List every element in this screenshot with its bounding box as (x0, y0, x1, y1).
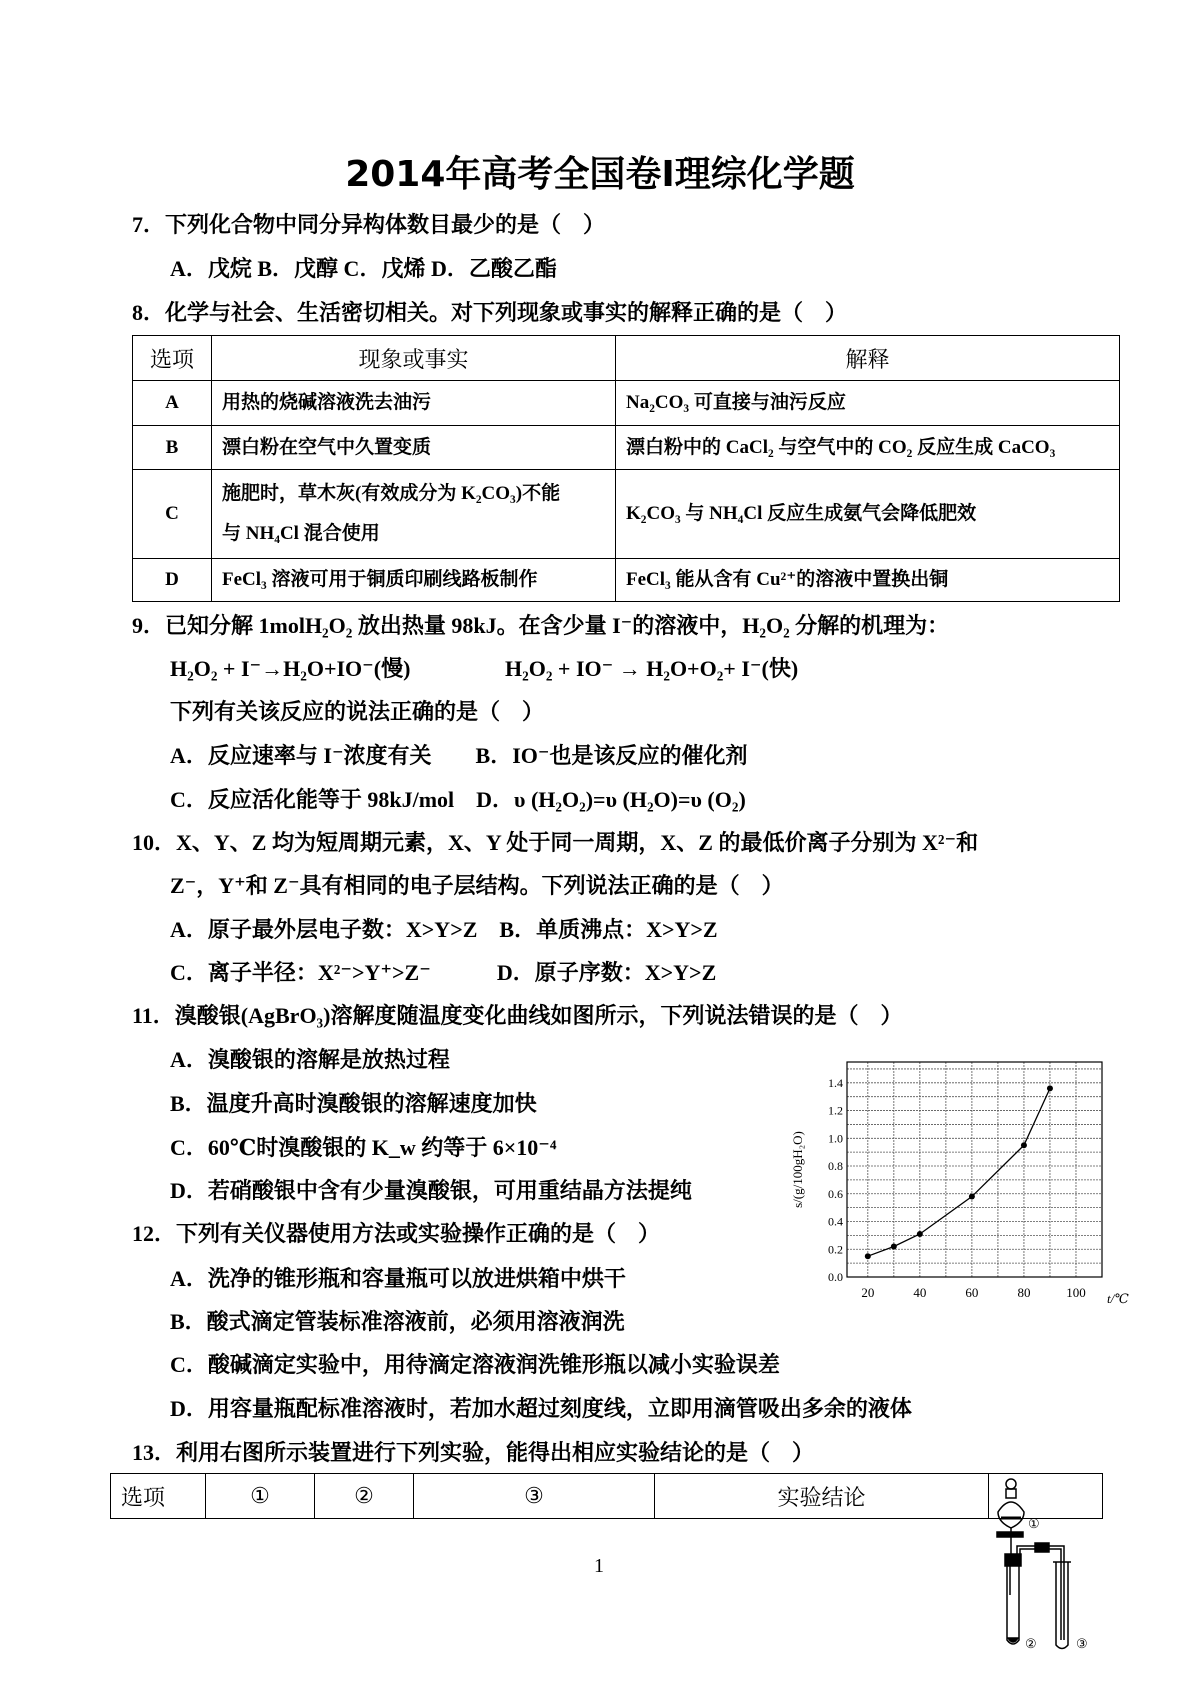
page-title: 2014年高考全国卷Ⅰ理综化学题 (345, 154, 855, 195)
q8-header-explain: 解释 (616, 336, 1120, 381)
q9-ab: A．反应速率与 I⁻浓度有关 B．IO⁻也是该反应的催化剂 (170, 743, 748, 768)
row-fact-cont: 与 NH₄Cl 混合使用 (222, 523, 380, 544)
series-line (868, 1088, 1050, 1256)
row-option: C (133, 470, 212, 559)
q13-header-option: 选项 (111, 1474, 206, 1519)
q13-header-1: ① (206, 1474, 315, 1519)
x-tick-label: 40 (913, 1285, 927, 1300)
q13-header-2: ② (315, 1474, 414, 1519)
x-axis-label: t/℃ (1107, 1291, 1129, 1306)
q9-stem: 9．已知分解 1molH₂O₂ 放出热量 98kJ。在含少量 I⁻的溶液中，H₂O₂ 分解的机理为： (132, 613, 950, 638)
q10-stem2: Z⁻，Y⁺和 Z⁻具有相同的电子层结构。下列说法正确的是（ ） (170, 873, 784, 898)
y-tick-label: 0.8 (828, 1159, 843, 1174)
q9-sub: 下列有关该反应的说法正确的是（ ） (170, 699, 545, 724)
q13-stem: 13．利用右图所示装置进行下列实验，能得出相应实验结论的是（ ） (132, 1440, 815, 1465)
q11-a: A．溴酸银的溶解是放热过程 (170, 1047, 450, 1072)
q11-c: C．60℃时溴酸银的 K_w 约等于 6×10⁻⁴ (170, 1135, 557, 1160)
table-row (133, 559, 1120, 602)
plot-frame (847, 1062, 1102, 1277)
y-tick-label: 1.4 (828, 1075, 843, 1090)
test-tube-icon (1005, 1554, 1021, 1644)
q10-ab: A．原子最外层电子数：X>Y>Z B．单质沸点：X>Y>Z (170, 917, 718, 942)
q10-stem: 10．X、Y、Z 均为短周期元素，X、Y 处于同一周期，X、Z 的最低价离子分别为 X²⁻和 (132, 830, 979, 855)
q12-d: D．用容量瓶配标准溶液时，若加水超过刻度线，立即用滴管吸出多余的液体 (170, 1396, 912, 1421)
table-row (133, 470, 1120, 559)
q8-stem: 8．化学与社会、生活密切相关。对下列现象或事实的解释正确的是（ ） (132, 300, 848, 325)
row-explain: K₂CO₃ 与 NH₄Cl 反应生成氨气会降低肥效 (616, 470, 1120, 559)
x-tick-label: 80 (1017, 1285, 1031, 1300)
y-axis-label: s/(g/100gH₂O) (790, 1131, 805, 1208)
q11-b: B．温度升高时溴酸银的溶解速度加快 (170, 1091, 537, 1116)
data-point (865, 1253, 871, 1259)
separatory-funnel-icon (997, 1479, 1024, 1555)
q9-cd: C．反应活化能等于 98kJ/mol D．υ (H₂O₂)=υ (H₂O)=υ (O₂) (170, 787, 746, 812)
q8-header-fact: 现象或事实 (212, 336, 616, 381)
y-tick-label: 0.0 (828, 1270, 843, 1284)
q9-eq1: H₂O₂ + I⁻→H₂O+IO⁻(慢) (170, 656, 411, 681)
row-explain: Na₂CO₃ 可直接与油污反应 (616, 381, 1120, 426)
row-explain: 漂白粉中的 CaCl₂ 与空气中的 CO₂ 反应生成 CaCO₃ (616, 426, 1120, 470)
q7-options: A．戊烷 B．戊醇 C．戊烯 D．乙酸乙酯 (170, 256, 557, 281)
page-number: 1 (594, 1555, 604, 1577)
row-fact: 用热的烧碱溶液洗去油污 (212, 381, 616, 426)
table-row (133, 426, 1120, 470)
row-option: A (133, 381, 212, 426)
row-fact: 施肥时，草木灰(有效成分为 K₂CO₃)不能 (222, 483, 561, 504)
y-tick-label: 1.2 (828, 1103, 843, 1118)
q13-header-3: ③ (414, 1474, 655, 1519)
q11-d: D．若硝酸银中含有少量溴酸银，可用重结晶方法提纯 (170, 1178, 692, 1203)
q9-eq2: H₂O₂ + IO⁻ → H₂O+O₂+ I⁻(快) (505, 656, 799, 681)
solubility-chart (780, 1050, 1130, 1320)
row-explain: FeCl₃ 能从含有 Cu²⁺的溶液中置换出铜 (616, 559, 1120, 602)
row-option: D (133, 559, 212, 602)
q12-c: C．酸碱滴定实验中，用待滴定溶液润洗锥形瓶以减小实验误差 (170, 1352, 780, 1377)
y-tick-label: 0.2 (828, 1242, 843, 1257)
table-row (133, 381, 1120, 426)
row-fact: 漂白粉在空气中久置变质 (212, 426, 616, 470)
data-point (969, 1194, 975, 1200)
x-tick-label: 60 (965, 1285, 979, 1300)
y-tick-label: 0.4 (828, 1214, 843, 1229)
apparatus-label-3: ③ (1076, 1636, 1088, 1651)
q7-stem: 7．下列化合物中同分异构体数目最少的是（ ） (132, 212, 606, 237)
x-tick-label: 100 (1066, 1285, 1086, 1300)
q12-stem: 12．下列有关仪器使用方法或实验操作正确的是（ ） (132, 1221, 661, 1246)
q11-stem: 11．溴酸银(AgBrO₃)溶解度随温度变化曲线如图所示，下列说法错误的是（ ） (132, 1003, 903, 1028)
q12-a: A．洗净的锥形瓶和容量瓶可以放进烘箱中烘干 (170, 1266, 626, 1291)
data-point (1047, 1085, 1053, 1091)
y-tick-label: 1.0 (828, 1131, 843, 1146)
delivery-tube-icon (1017, 1543, 1071, 1649)
q8-header-option: 选项 (133, 336, 212, 381)
q10-cd: C．离子半径：X²⁻>Y⁺>Z⁻ D．原子序数：X>Y>Z (170, 960, 717, 985)
row-fact: FeCl₃ 溶液可用于铜质印刷线路板制作 (212, 559, 616, 602)
apparatus-diagram (980, 1470, 1120, 1695)
q13-header-conclusion: 实验结论 (655, 1474, 989, 1519)
y-tick-label: 0.6 (828, 1186, 843, 1201)
q13-table (110, 1473, 1103, 1519)
q12-b: B．酸式滴定管装标准溶液前，必须用溶液润洗 (170, 1309, 625, 1334)
row-option: B (133, 426, 212, 470)
data-point (1021, 1142, 1027, 1148)
data-point (917, 1231, 923, 1237)
apparatus-label-2: ② (1025, 1636, 1037, 1651)
q8-table (132, 335, 1120, 602)
x-tick-label: 20 (861, 1285, 875, 1300)
apparatus-label-1: ① (1028, 1516, 1040, 1531)
data-point (891, 1243, 897, 1249)
